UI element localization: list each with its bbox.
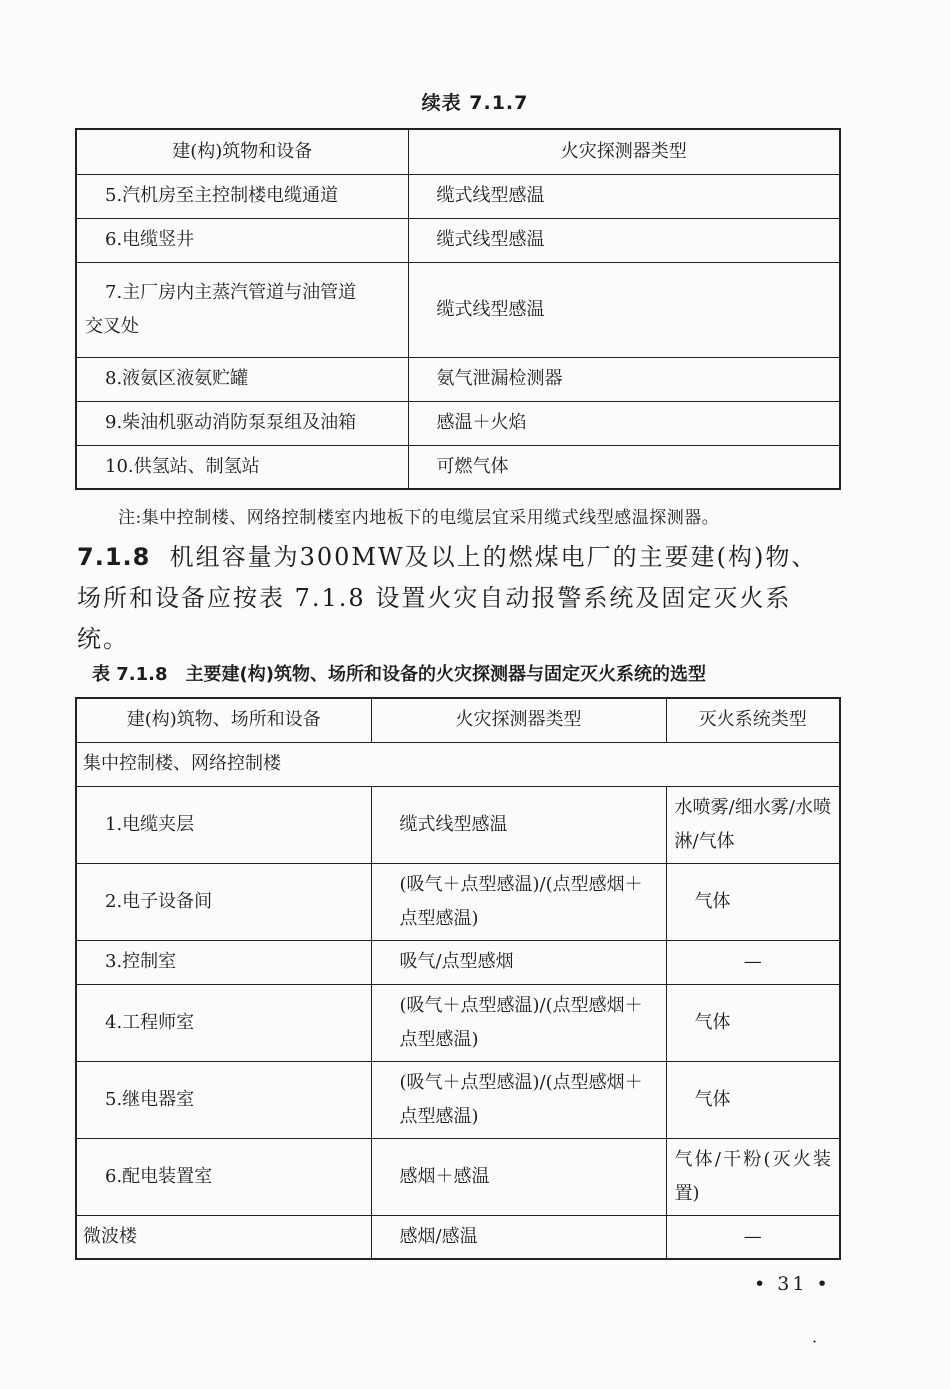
table-cell: 缆式线型感温 <box>408 218 840 262</box>
clause-7-1-8 <box>77 537 837 660</box>
table-cell: 缆式线型感温 <box>408 174 840 218</box>
table-cell: 气体 <box>666 984 840 1061</box>
table-cell: 2.电子设备间 <box>76 863 371 940</box>
table-cell: 1.电缆夹层 <box>76 786 371 863</box>
table-cell: 10.供氢站、制氢站 <box>76 445 408 489</box>
table2-header-detector: 火灾探测器类型 <box>371 698 666 742</box>
table-cell: 吸气/点型感烟 <box>371 940 666 984</box>
page-number: • 31 • <box>754 1273 831 1295</box>
table-cell: — <box>666 1215 840 1259</box>
table1-header-detector: 火灾探测器类型 <box>408 129 840 174</box>
table-cell: 3.控制室 <box>76 940 371 984</box>
table-cell: 8.液氨区液氨贮罐 <box>76 357 408 401</box>
table-cell: 气体/干粉(灭火装置) <box>666 1138 840 1215</box>
table-cell: 缆式线型感温 <box>408 262 840 357</box>
table-cell: 6.电缆竖井 <box>76 218 408 262</box>
table-cell: 感烟/感温 <box>371 1215 666 1259</box>
table1-header-building: 建(构)筑物和设备 <box>76 129 408 174</box>
table-cell: 5.继电器室 <box>76 1061 371 1138</box>
table-cell: 氨气泄漏检测器 <box>408 357 840 401</box>
table-cell: (吸气＋点型感温)/(点型感烟＋点型感温) <box>371 863 666 940</box>
table1-caption: 续表 7.1.7 <box>421 92 529 114</box>
table2-caption: 表 7.1.8 主要建(构)筑物、场所和设备的火灾探测器与固定灭火系统的选型 <box>92 664 706 685</box>
clause-number: 7.1.8 <box>77 543 151 571</box>
table-cell: 缆式线型感温 <box>371 786 666 863</box>
table-cell: 4.工程师室 <box>76 984 371 1061</box>
table1 <box>75 128 841 490</box>
table-cell: 5.汽机房至主控制楼电缆通道 <box>76 174 408 218</box>
table2-header-extinguish: 灭火系统类型 <box>666 698 840 742</box>
table-cell: 9.柴油机驱动消防泵泵组及油箱 <box>76 401 408 445</box>
table-cell: 气体 <box>666 1061 840 1138</box>
table1-note: 注:集中控制楼、网络控制楼室内地板下的电缆层宜采用缆式线型感温探测器。 <box>118 508 720 528</box>
clause-text: 机组容量为300MW及以上的燃煤电厂的主要建(构)物、场所和设备应按表 7.1.8 设置火灾自动报警系统及固定灭火系统。 <box>77 543 818 653</box>
table-cell-line: 7.主厂房内主蒸汽管道与油管道 <box>105 281 357 303</box>
table-cell: (吸气＋点型感温)/(点型感烟＋点型感温) <box>371 984 666 1061</box>
table-cell <box>76 262 408 357</box>
table-cell: 微波楼 <box>76 1215 371 1259</box>
corner-mark: · <box>812 1332 818 1351</box>
table-cell: 6.配电装置室 <box>76 1138 371 1215</box>
table-cell: — <box>666 940 840 984</box>
table-cell: 水喷雾/细水雾/水喷淋/气体 <box>666 786 840 863</box>
table-cell: 感温＋火焰 <box>408 401 840 445</box>
table-cell-line: 交叉处 <box>85 315 139 337</box>
table2-section-title: 集中控制楼、网络控制楼 <box>76 742 840 786</box>
table-cell: 气体 <box>666 863 840 940</box>
table-cell: 可燃气体 <box>408 445 840 489</box>
table2-header-building: 建(构)筑物、场所和设备 <box>76 698 371 742</box>
table-cell: (吸气＋点型感温)/(点型感烟＋点型感温) <box>371 1061 666 1138</box>
table-cell: 感烟＋感温 <box>371 1138 666 1215</box>
table2 <box>75 697 841 1260</box>
